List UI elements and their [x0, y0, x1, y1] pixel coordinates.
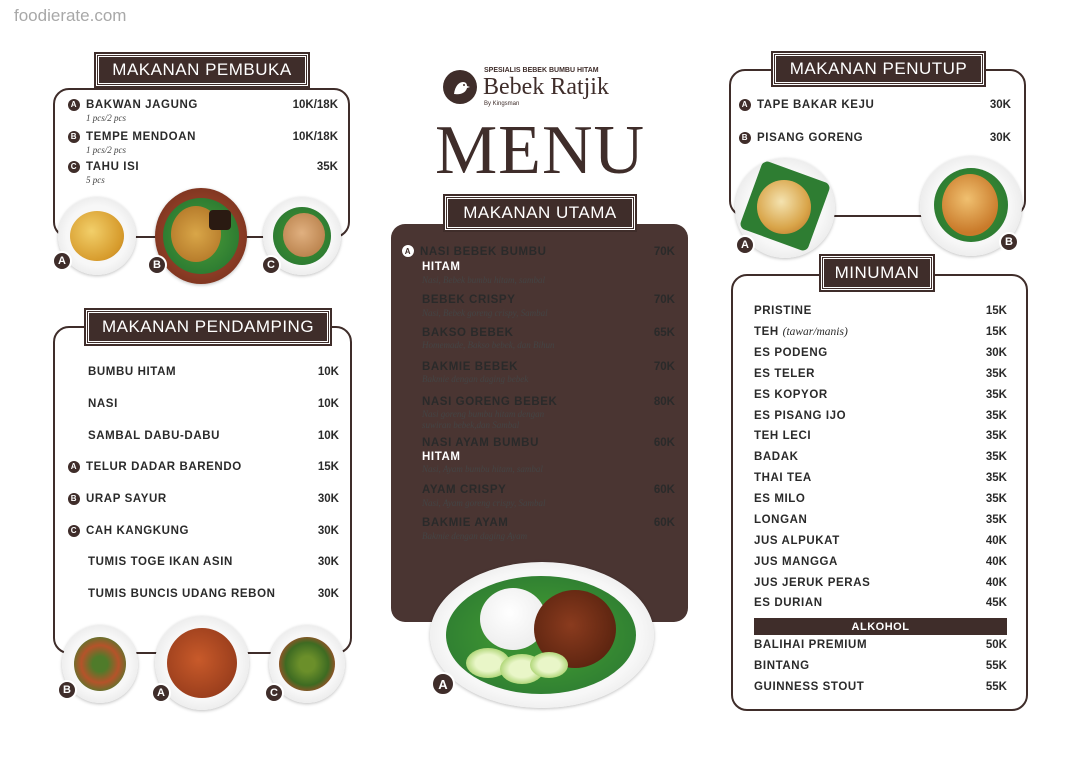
tempe-mendoan-photo	[155, 188, 247, 284]
watermark-text: foodierate.com	[14, 6, 127, 25]
tag-a-icon: A	[739, 99, 751, 111]
pendamping-item: TUMIS BUNCIS UDANG REBON 30K	[88, 588, 339, 600]
brand-name: Bebek Ratjik	[483, 74, 609, 100]
pendamping-item: BUMBU HITAM 10K	[88, 366, 339, 378]
photo-badge: B	[57, 680, 77, 700]
minuman-item: JUS JERUK PERAS 40K	[754, 577, 1007, 589]
utama-item: BEBEK CRISPY 70K	[422, 294, 675, 306]
item-note: (tawar/manis)	[782, 326, 848, 338]
photo-badge: B	[147, 255, 167, 275]
photo-badge: C	[261, 255, 281, 275]
photo-badge: B	[999, 232, 1019, 252]
pendamping-title: MAKANAN PENDAMPING	[86, 310, 330, 344]
photo-badge: A	[735, 235, 755, 255]
nasi-bebek-photo	[430, 562, 654, 708]
photo-badge: A	[431, 672, 455, 696]
item-price: 35K	[316, 161, 338, 173]
minuman-item: TEH (tawar/manis) 15K	[754, 326, 1007, 338]
pendamping-item: NASI 10K	[88, 398, 339, 410]
item-description: Bakmie dengan daging Ayam	[422, 531, 528, 541]
tag-a-icon: A	[68, 461, 80, 473]
utama-item: A NASI BEBEK BUMBU 70K	[402, 245, 675, 258]
brand-by: By Kingsman	[484, 101, 520, 107]
minuman-item: ES KOPYOR 35K	[754, 389, 1007, 401]
brand-tagline: SPESIALIS BEBEK BUMBU HITAM	[484, 67, 599, 74]
minuman-item: PRISTINE 15K	[754, 305, 1007, 317]
minuman-item: ES PISANG IJO 35K	[754, 410, 1007, 422]
minuman-item: ES PODENG 30K	[754, 347, 1007, 359]
alkohol-heading: ALKOHOL	[754, 618, 1007, 635]
pembuka-item: B TEMPE MENDOAN 10K/18K	[68, 131, 338, 143]
minuman-item: THAI TEA 35K	[754, 472, 1007, 484]
item-description-continued: suwiran bebek,dan Sambal	[422, 420, 520, 430]
pendamping-item: B URAP SAYUR 30K	[68, 493, 339, 505]
item-description: Nasi, Bebek bumbu hitam, sambal	[422, 275, 545, 285]
item-description: Nasi, Ayam goreng crispy, Sambal	[422, 498, 546, 508]
item-description: Bakmie dengan daging bebek	[422, 374, 529, 384]
item-description: 1 pcs/2 pcs	[86, 145, 126, 155]
pembuka-item: A BAKWAN JAGUNG 10K/18K	[68, 99, 338, 111]
tag-c-icon: C	[68, 161, 80, 173]
pendamping-item: A TELUR DADAR BARENDO 15K	[68, 461, 339, 473]
utama-item: BAKMIE BEBEK 70K	[422, 361, 675, 373]
utama-title: MAKANAN UTAMA	[445, 196, 635, 230]
pendamping-item: TUMIS TOGE IKAN ASIN 30K	[88, 556, 339, 568]
photo-badge: C	[264, 683, 284, 703]
alkohol-item: BALIHAI PREMIUM 50K	[754, 639, 1007, 651]
minuman-item: JUS ALPUKAT 40K	[754, 535, 1007, 547]
item-price: 10K/18K	[292, 99, 338, 111]
minuman-item: ES DURIAN 45K	[754, 597, 1007, 609]
photo-badge: A	[52, 251, 72, 271]
minuman-item: ES MILO 35K	[754, 493, 1007, 505]
alkohol-item: GUINNESS STOUT 55K	[754, 681, 1007, 693]
item-description: 1 pcs/2 pcs	[86, 113, 126, 123]
minuman-title: MINUMAN	[821, 256, 933, 290]
item-description: Nasi goreng bumbu hitam dengan	[422, 409, 545, 419]
utama-item: NASI GORENG BEBEK 80K	[422, 396, 675, 408]
item-description: 5 pcs	[86, 175, 105, 185]
item-description: Homemade, Bakso bebek, dan Bihun	[422, 340, 555, 350]
tag-b-icon: B	[68, 493, 80, 505]
item-description: Nasi, Ayam bumbu hitam, sambal	[422, 464, 543, 474]
minuman-item: ES TELER 35K	[754, 368, 1007, 380]
item-name-continued: HITAM	[422, 451, 461, 463]
pendamping-item: C CAH KANGKUNG 30K	[68, 525, 339, 537]
pembuka-title: MAKANAN PEMBUKA	[96, 54, 308, 86]
utama-item: AYAM CRISPY 60K	[422, 484, 675, 496]
tag-b-icon: B	[739, 132, 751, 144]
item-description: Nasi, Bebek goreng crispy, Sambal	[422, 308, 548, 318]
item-price: 10K/18K	[292, 131, 338, 143]
tag-b-icon: B	[68, 131, 80, 143]
minuman-item: BADAK 35K	[754, 451, 1007, 463]
minuman-item: TEH LECI 35K	[754, 430, 1007, 442]
alkohol-item: BINTANG 55K	[754, 660, 1007, 672]
pendamping-item: SAMBAL DABU-DABU 10K	[88, 430, 339, 442]
penutup-item: B PISANG GORENG 30K	[739, 132, 1011, 144]
penutup-title: MAKANAN PENUTUP	[773, 53, 984, 85]
utama-item: BAKSO BEBEK 65K	[422, 327, 675, 339]
menu-heading: MENU	[434, 112, 646, 189]
duck-logo-icon	[443, 70, 477, 104]
utama-item: NASI AYAM BUMBU 60K	[422, 437, 675, 449]
minuman-item: JUS MANGGA 40K	[754, 556, 1007, 568]
tag-c-icon: C	[68, 525, 80, 537]
utama-item: BAKMIE AYAM 60K	[422, 517, 675, 529]
pembuka-item: C TAHU ISI 35K	[68, 161, 338, 173]
item-name-continued: HITAM	[422, 261, 461, 273]
tag-a-icon: A	[68, 99, 80, 111]
tag-a-icon: A	[402, 245, 414, 257]
penutup-item: A TAPE BAKAR KEJU 30K	[739, 99, 1011, 111]
photo-badge: A	[151, 683, 171, 703]
minuman-item: LONGAN 35K	[754, 514, 1007, 526]
